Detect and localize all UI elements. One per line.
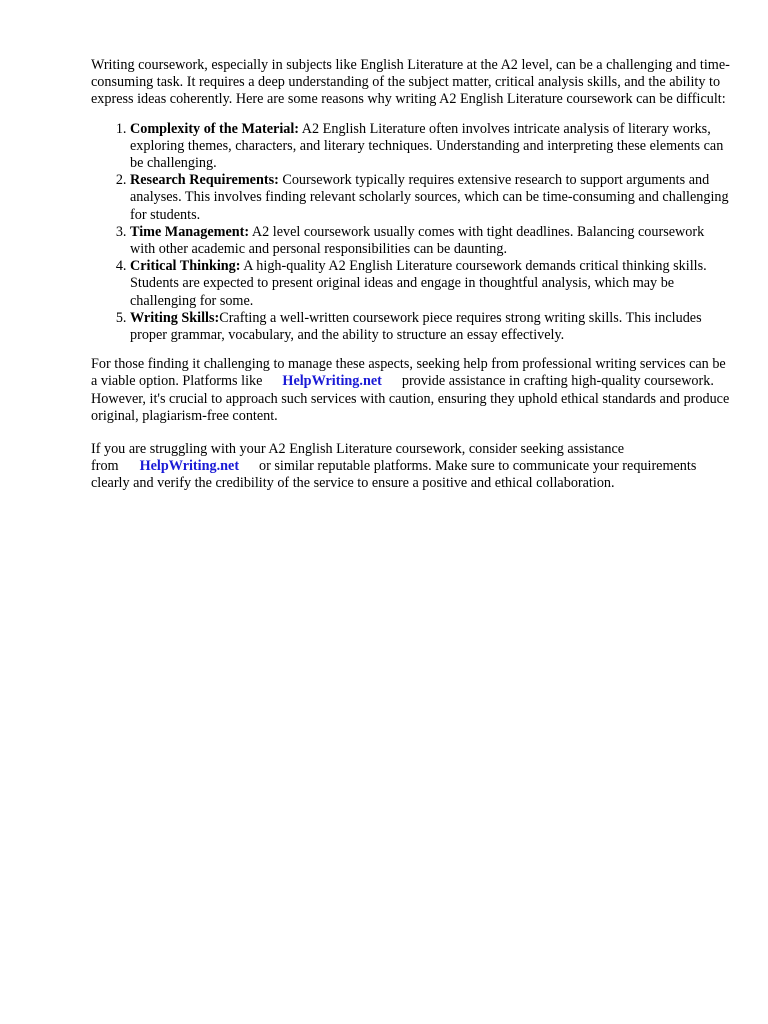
reason-term: Complexity of the Material: — [130, 120, 300, 137]
list-item — [130, 121, 731, 173]
reason-text: Coursework typically requires extensive research to support arguments and analyses. This involves finding relevant scholarly sources, which can be time-consuming and challenging for students. — [130, 172, 729, 223]
paragraph-text: or similar reputable platforms. Make sure to communicate your requirements clearly and verify the credibility of the service to ensure a positive and ethical collaboration. — [91, 458, 697, 492]
helpwriting-link[interactable]: HelpWriting.net — [282, 373, 382, 390]
reason-text: A2 level coursework usually comes with tight deadlines. Balancing coursework with other academic and personal responsibilities can be daunting. — [130, 223, 705, 258]
reasons-list — [91, 121, 731, 345]
reason-text: Crafting a well-written coursework piece requires strong writing skills. This includes proper grammar, vocabulary, and the ability to structure an essay effectively. — [130, 309, 702, 344]
reason-text: A high-quality A2 English Literature coursework demands critical thinking skills. Students are expected to present original ideas and engage in thoughtful analysis, which may be challenging for some. — [130, 258, 707, 309]
helpwriting-link[interactable]: HelpWriting.net — [139, 458, 240, 475]
intro-paragraph: Writing coursework, especially in subjects like English Literature at the A2 level, can be a challenging and time-consuming task. It requires a deep understanding of the subject matter, critical analysis skills, and the ability to express ideas coherently. Here are some reasons why writing A2 English Literature coursework can be difficult: — [91, 57, 730, 108]
reason-term: Time Management: — [130, 223, 250, 240]
paragraph-text: If you are struggling with your A2 English Literature coursework, consider seeking assistance from — [91, 441, 625, 475]
help-services-paragraph — [91, 356, 731, 425]
paragraph-text: For those finding it challenging to manage these aspects, seeking help from professional writing services can be a viable option. Platforms like — [91, 356, 726, 390]
list-item — [130, 224, 731, 258]
reason-term: Writing Skills: — [130, 309, 220, 326]
document-page — [91, 57, 731, 509]
list-item — [130, 310, 731, 344]
reason-term: Critical Thinking: — [130, 258, 241, 275]
assistance-paragraph — [91, 441, 731, 493]
list-item — [130, 172, 731, 224]
list-item — [130, 258, 731, 310]
paragraph-text: provide assistance in crafting high-quality coursework. However, it's crucial to approach such services with caution, ensuring they uphold ethical standards and produce original, plagiarism-free content. — [91, 373, 730, 424]
reason-term: Research Requirements: — [130, 172, 279, 189]
reason-text: A2 English Literature often involves intricate analysis of literary works, exploring themes, characters, and literary techniques. Understanding and interpreting these elements can be challenging. — [130, 120, 724, 172]
